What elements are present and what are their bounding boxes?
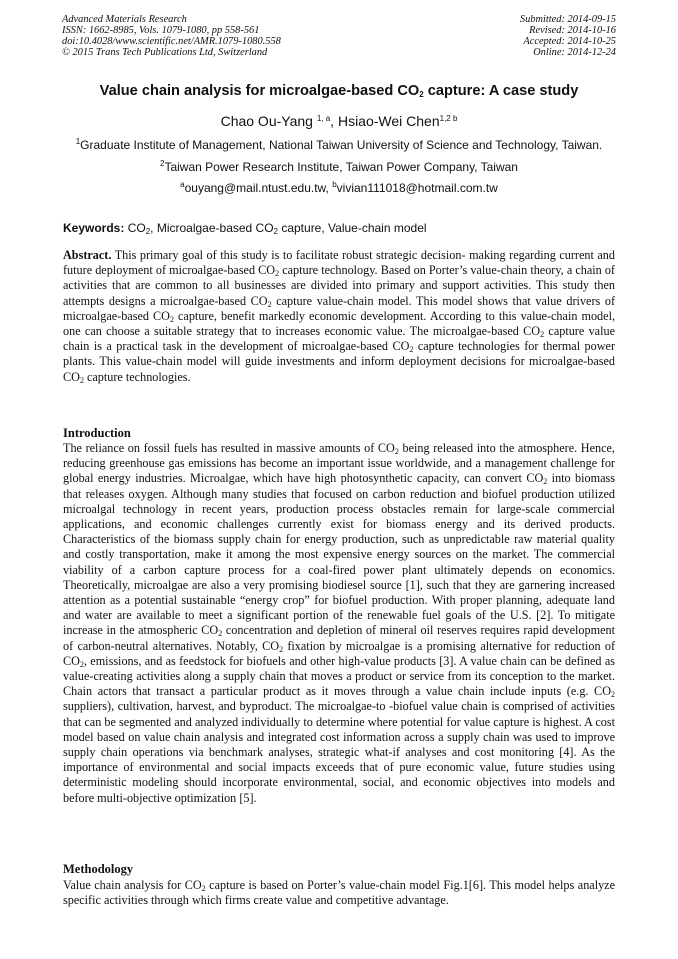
subscript: 2 [79, 375, 84, 385]
email-b-link[interactable]: vivian111018@hotmail.com.tw [336, 181, 498, 195]
email-b-marker: b [332, 180, 337, 189]
subscript: 2 [267, 299, 272, 309]
subscript: 2 [394, 447, 399, 456]
author-1: Chao Ou-Yang [220, 113, 317, 129]
author-1-affil: 1, a [316, 114, 331, 123]
dates-header [520, 14, 616, 58]
abstract-text: capture, benefit markedly economic development. According to this value-chain model, one can choose a suitable strategy that to increases economic value. The microalgae-based CO [63, 308, 615, 339]
introduction-heading: Introduction [63, 426, 131, 440]
abstract-text: capture technologies. [83, 369, 191, 384]
introduction-paragraph [63, 441, 615, 806]
subscript: 2 [611, 690, 615, 700]
abstract-text: capture technologies for thermal power plants. This value-chain model will guide investments and inform deployment decisions for microalgae-based CO [63, 339, 616, 384]
author-line [40, 113, 638, 129]
title-subscript: 2 [419, 90, 424, 99]
subscript: 2 [540, 330, 545, 340]
keyword-text: CO [124, 221, 146, 235]
subscript: 2 [79, 659, 84, 669]
keywords-label: Keywords: [63, 221, 125, 235]
keyword-text: capture, Value-chain model [278, 221, 427, 235]
affiliation-1 [40, 138, 638, 152]
online-date: Online: 2014-12-24 [533, 47, 616, 58]
submitted-date: Submitted: 2014-09-15 [519, 14, 616, 25]
intro-text: into biomass that releases oxygen. Although many studies that focused on carbon reduction and biofuel production utilized microalgal technology in recent years, production process obstacles remain for large-scale commercial applications, and economic challenges currently exist for biomass energy and its derived products. Characteristics of the biomass supply chain for energy production, such as unpredictable raw material quality and costly transportation, make it among the most expensive energy sources on the market. The commercial viability of a carbon capture process for a coal-fired power plant ultimately depends on economics. Theoretically, microalgae are also a very promising biodiesel source [1], such that they are garnering increased attention as a potential sustainable “energy crop” for biofuel production. With proper planning, adequate land and water are available to meet a significant portion of the renewable fuel goals of the U.S. [2]. To mitigate increase in the atmospheric CO [63, 471, 615, 638]
issn-line: ISSN: 1662-8985, Vols. 1079-1080, pp 558-561 [62, 25, 260, 36]
abstract-label: Abstract. [63, 248, 112, 262]
subscript: 2 [409, 345, 414, 355]
intro-text: concentration and depletion of mineral oil reserves requires rapid development of carbon-neutral alternatives. Notably, CO [63, 623, 615, 653]
subscript: 2 [218, 629, 223, 639]
email-line [40, 181, 638, 195]
affiliation-2-text: Taiwan Power Research Institute, Taiwan Power Company, Taiwan [164, 160, 518, 174]
journal-header [62, 14, 281, 58]
affiliation-2 [40, 160, 638, 174]
abstract-text: capture value chain is a practical task in the development of microalgae-based CO [63, 324, 615, 354]
email-a-marker: a [180, 180, 185, 189]
email-a-link[interactable]: ouyang@mail.ntust.edu.tw, [184, 181, 333, 195]
intro-text: suppliers), cultivation, harvest, and byproduct. The microalgae-to -biofuel value chain is comprised of activities that can be segmented and analyzed individually to determine where potential for value capture is highest. A cost model based on value chain analysis and integrated cost information across a supply chain was used to improve supply chain operations via benchmark analyses, strategic what-if analyses and cost monitoring [4]. As the importance of environmental and social impacts exceeds that of pure economic value, future studies using deterministic modeling should incorporate environmental, social, and economic objectives into models and before multi-objective optimization [5]. [63, 699, 615, 805]
title-text: Value chain analysis for microalgae-based CO [99, 83, 420, 99]
subscript: 2 [275, 269, 280, 279]
subscript: 2 [279, 644, 284, 654]
abstract-paragraph [63, 248, 615, 385]
keywords-line [63, 221, 427, 235]
accepted-date: Accepted: 2014-10-25 [523, 36, 616, 47]
intro-text: The reliance on fossil fuels has resulted in massive amounts of CO [63, 441, 395, 455]
abstract-text: capture technology. Based on Porter’s value-chain theory, a chain of activities that are common to all businesses are divided into primary and support activities. This study then attempts designs a microalgae-based CO [63, 263, 615, 308]
intro-text: being released into the atmosphere. Hence, reducing greenhouse gas emissions has become an important issue worldwide, and a management challenge for global energy industries. Microalgae, which have high photosynthetic capacity, can convert CO [63, 441, 615, 486]
methodology-paragraph [63, 878, 615, 908]
intro-text: , emissions, and as feedstock for biofuels and other high-value products [3]. A value chain can be defined as value-creating activities along a supply chain that moves a product or service from its conception to the market. Chain actors that transact a particular product as it moves through a value chain include inputs (e.g. CO [63, 653, 615, 699]
abstract-text: This primary goal of this study is to facilitate robust strategic decision- making regarding current and future deployment of microalgae-based CO [63, 248, 615, 278]
paper-title [40, 83, 638, 99]
author-separator: , [330, 113, 338, 129]
affiliation-1-text: Graduate Institute of Management, National Taiwan University of Science and Technology, Taiwan. [80, 138, 603, 152]
methodology-heading: Methodology [63, 862, 134, 876]
methodology-text: Value chain analysis for CO [63, 878, 202, 892]
methodology-text: capture is based on Porter’s value-chain model Fig.1[6]. This model helps analyze specific activities through which firms create value and competitive advantage. [63, 878, 615, 908]
abstract-text: capture value-chain model. This model shows that value drivers of microalgae-based CO [63, 293, 616, 323]
journal-name: Advanced Materials Research [62, 14, 187, 25]
revised-date: Revised: 2014-10-16 [529, 25, 616, 36]
copyright-line: © 2015 Trans Tech Publications Ltd, Switzerland [62, 47, 268, 58]
subscript: 2 [201, 884, 206, 893]
keyword-text: , Microalgae-based CO [150, 221, 274, 235]
keyword-subscript: 2 [273, 227, 278, 236]
affiliation-2-marker: 2 [160, 159, 165, 168]
author-2-affil: 1,2 b [439, 114, 458, 123]
affiliation-1-marker: 1 [75, 137, 81, 146]
intro-text: fixation by microalgae is a promising alternative for reduction of CO [63, 638, 616, 668]
subscript: 2 [543, 477, 548, 487]
author-2: Hsiao-Wei Chen [337, 113, 440, 129]
keyword-subscript: 2 [145, 227, 151, 236]
title-text-end: capture: A case study [423, 83, 579, 99]
subscript: 2 [169, 314, 174, 324]
doi-line: doi:10.4028/www.scientific.net/AMR.1079-1080.558 [62, 36, 281, 47]
